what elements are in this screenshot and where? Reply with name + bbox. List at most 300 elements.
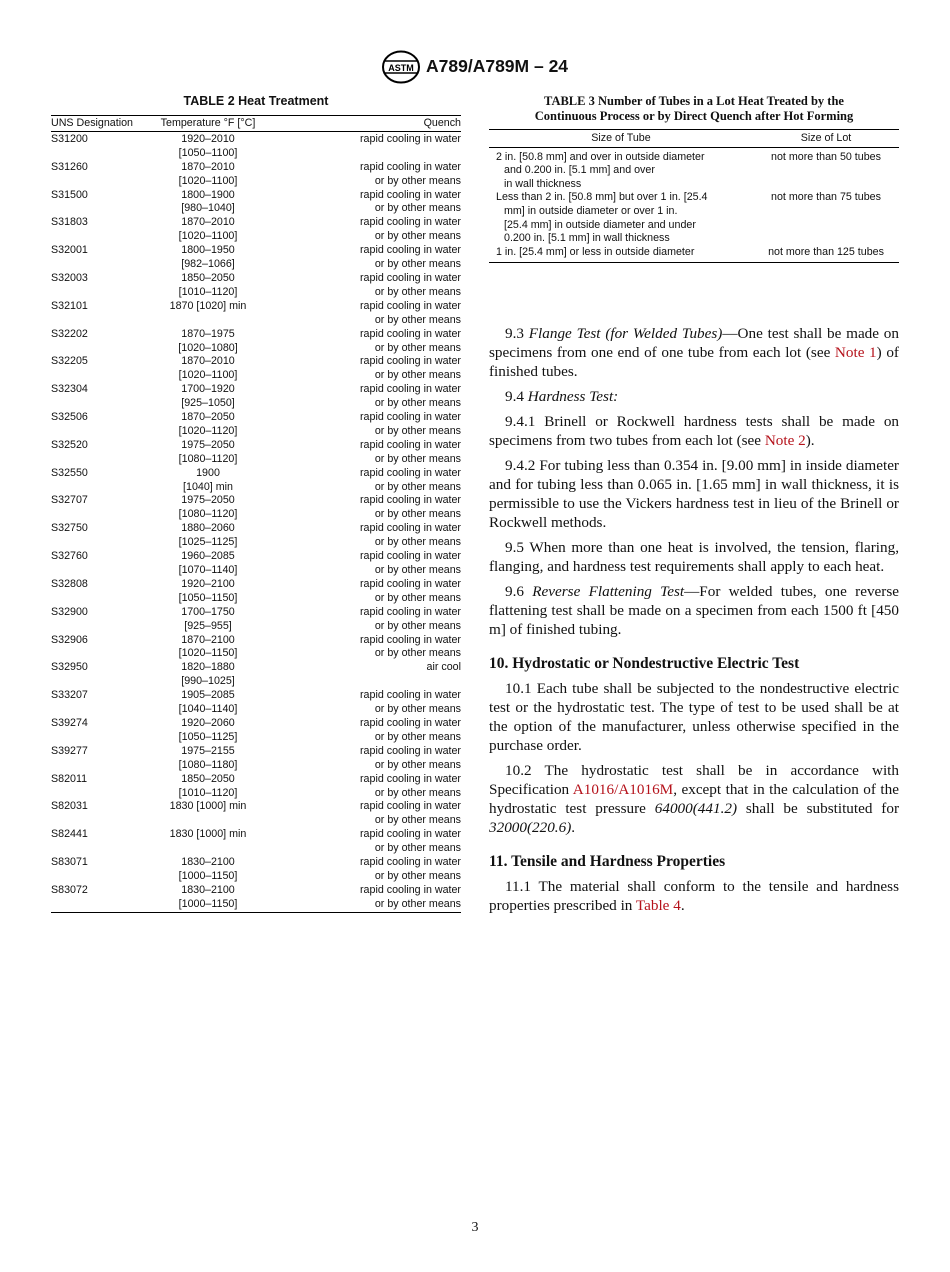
quench-line: rapid cooling in water: [360, 466, 461, 479]
paragraph-10-1: [489, 679, 899, 755]
temperature-line: [925–1050]: [181, 397, 235, 410]
temperature-cell: [155, 856, 261, 884]
temperature-line: 1820–1880: [181, 661, 235, 674]
quench-cell: [261, 216, 461, 244]
temperature-line: 1920–2060: [181, 716, 235, 729]
uns-designation-cell: S32506: [51, 411, 88, 424]
temperature-line: [1010–1120]: [178, 786, 238, 799]
page-number: 3: [471, 1220, 479, 1235]
uns-designation-cell: S32906: [51, 633, 88, 646]
table-row: [51, 578, 461, 606]
lot-size-cell: not more than 50 tubes: [771, 150, 881, 163]
temperature-line: [1025–1125]: [178, 536, 238, 549]
quench-line: rapid cooling in water: [360, 438, 461, 451]
table-row: [51, 216, 461, 244]
quench-line: or by other means: [374, 591, 461, 604]
section-10-heading: 10. Hydrostatic or Nondestructive Electric Test: [489, 655, 800, 672]
quench-line: rapid cooling in water: [360, 605, 461, 618]
uns-designation-cell: S32808: [51, 577, 88, 590]
temperature-cell: [155, 550, 261, 578]
document-id: A789/A789M – 24: [426, 56, 569, 76]
uns-designation-cell: S31500: [51, 188, 88, 201]
section-number: 9.4.1: [505, 413, 536, 430]
quench-cell: [261, 661, 461, 689]
paragraph-9-4-1: [489, 412, 899, 450]
uns-designation-cell: S32001: [51, 244, 88, 257]
temperature-cell: [155, 272, 261, 300]
table-row: [51, 439, 461, 467]
quench-cell: [261, 522, 461, 550]
uns-designation-cell: S32950: [51, 661, 88, 674]
temperature-line: 1800–1950: [181, 244, 235, 257]
table-row: [489, 246, 899, 263]
temperature-cell: [155, 216, 261, 244]
quench-cell: [261, 272, 461, 300]
temperature-line: [1020–1100]: [178, 230, 238, 243]
quench-line: or by other means: [374, 369, 461, 382]
temperature-cell: [155, 383, 261, 411]
quench-cell: [261, 550, 461, 578]
quench-cell: [261, 856, 461, 884]
quench-cell: [261, 606, 461, 634]
uns-designation-cell: S32304: [51, 383, 88, 396]
heat-treatment-table: [51, 115, 461, 913]
paragraph-text: For tubing less than 0.354 in. [9.00 mm] in inside diameter and for tubing less than 0.065 in. [1.65 mm] in wall thickness, it is permissible to use the Vickers hardness test in lieu of the Brinell or Rockwell methods.: [489, 457, 899, 531]
quench-line: rapid cooling in water: [360, 327, 461, 340]
temperature-line: 1830–2100: [181, 883, 235, 896]
tubes-per-lot-table: [489, 129, 899, 263]
uns-designation-cell: S32900: [51, 605, 88, 618]
temperature-line: 1905–2085: [181, 689, 235, 702]
temperature-cell: [155, 717, 261, 745]
temperature-line: 1870–2100: [181, 633, 235, 646]
uns-designation-cell: S82031: [51, 800, 88, 813]
table-row: [51, 884, 461, 912]
quench-line: or by other means: [374, 285, 461, 298]
table-row: [51, 411, 461, 439]
quench-cell: [261, 745, 461, 773]
paragraph-text: shall be substituted for: [737, 800, 900, 817]
quench-line: rapid cooling in water: [360, 355, 461, 368]
quench-cell: [261, 411, 461, 439]
temperature-cell: [155, 244, 261, 272]
quench-line: rapid cooling in water: [360, 160, 461, 173]
table-row: [51, 522, 461, 550]
temperature-line: [1070–1140]: [178, 564, 238, 576]
uns-designation-cell: S82441: [51, 828, 88, 841]
quench-line: rapid cooling in water: [360, 299, 461, 312]
uns-designation-cell: S39277: [51, 744, 88, 757]
table3-header-lot: Size of Lot: [753, 130, 899, 148]
paragraph-9-5: [489, 538, 899, 576]
section-number: 10.1: [505, 680, 532, 697]
astm-logo-icon: [381, 50, 421, 84]
a1016-spec-link[interactable]: A1016/A1016M: [572, 781, 674, 798]
temperature-line: [1040] min: [183, 480, 233, 493]
table2-header-quench: Quench: [261, 116, 461, 132]
table-row: [51, 328, 461, 356]
quench-line: or by other means: [374, 842, 461, 855]
quench-line: rapid cooling in water: [360, 800, 461, 813]
table-4-link[interactable]: Table 4: [635, 897, 681, 914]
quench-line: rapid cooling in water: [360, 383, 461, 396]
section-title: Hardness Test:: [527, 388, 619, 405]
tube-size-cell: [489, 147, 753, 191]
tube-size-cell: [489, 191, 753, 245]
paragraph-text: .: [680, 897, 685, 914]
uns-designation-cell: S83071: [51, 856, 88, 869]
quench-cell: [261, 189, 461, 217]
temperature-line: 1850–2050: [181, 271, 235, 284]
temperature-line: 1870–2010: [181, 216, 235, 229]
temperature-cell: [155, 411, 261, 439]
tube-size-line: and 0.200 in. [5.1 mm] and over: [504, 164, 655, 177]
table-row: [51, 467, 461, 495]
quench-line: or by other means: [374, 786, 461, 799]
temperature-line: [1000–1150]: [178, 897, 238, 910]
uns-designation-cell: S32550: [51, 466, 88, 479]
temperature-line: [1010–1120]: [178, 285, 238, 298]
paragraph-text: —For welded tubes, one reverse flattening test shall be made on a specimen from each 1500 ft [450 m] of finished tubing.: [489, 583, 899, 638]
table-row: [489, 147, 899, 191]
quench-line: rapid cooling in water: [360, 883, 461, 896]
section-title: Flange Test (for Welded Tubes): [528, 325, 723, 342]
table-row: [51, 244, 461, 272]
temperature-cell: [155, 884, 261, 912]
temperature-line: [1020–1100]: [178, 369, 238, 382]
temperature-cell: [155, 800, 261, 828]
temperature-line: 1870–2050: [181, 411, 235, 424]
tube-size-line: 2 in. [50.8 mm] and over in outside diameter: [496, 150, 705, 163]
section-number: 11.1: [505, 878, 532, 895]
quench-line: or by other means: [374, 619, 461, 632]
quench-line: rapid cooling in water: [360, 689, 461, 702]
section-number: 9.6: [505, 583, 524, 600]
temperature-line: 1900: [196, 466, 220, 479]
temperature-cell: [155, 328, 261, 356]
paragraph-text: The material shall conform to the tensile and hardness properties prescribed in: [489, 878, 899, 914]
table3-section: [489, 94, 899, 263]
temperature-line: 1870–1975: [181, 327, 235, 340]
table-row: [51, 745, 461, 773]
temperature-line: 1870–2010: [181, 355, 235, 368]
body-text: [489, 324, 899, 921]
temperature-line: [982–1066]: [181, 258, 235, 271]
quench-line: rapid cooling in water: [360, 132, 461, 145]
quench-cell: [261, 717, 461, 745]
temperature-line: 1975–2155: [181, 744, 235, 757]
quench-line: or by other means: [374, 536, 461, 549]
uns-designation-cell: S31803: [51, 216, 88, 229]
tube-size-line: in wall thickness: [504, 177, 582, 190]
quench-line: rapid cooling in water: [360, 772, 461, 785]
table-row: [51, 355, 461, 383]
temperature-line: 1975–2050: [181, 438, 235, 451]
table-row: [51, 773, 461, 801]
uns-designation-cell: S32205: [51, 355, 88, 368]
temperature-line: [1080–1120]: [178, 452, 238, 465]
table2-header-uns: UNS Designation: [51, 116, 155, 132]
quench-line: or by other means: [374, 230, 461, 243]
section-number: 9.5: [505, 539, 524, 556]
temperature-cell: [155, 131, 261, 160]
uns-designation-cell: S32750: [51, 522, 88, 535]
quench-line: rapid cooling in water: [360, 271, 461, 284]
table3-caption-line1: TABLE 3 Number of Tubes in a Lot Heat Treated by the: [544, 94, 844, 108]
temperature-cell: [155, 300, 261, 328]
note-1-link[interactable]: Note 1: [834, 344, 877, 361]
quench-cell: [261, 244, 461, 272]
quench-line: or by other means: [374, 424, 461, 437]
paragraph-9-4-2: [489, 456, 899, 532]
temperature-line: [1050–1100]: [178, 146, 238, 159]
paragraph-text: The hydrostatic test shall be in accordance with Specification: [489, 762, 899, 798]
table3-body: [489, 147, 899, 263]
temperature-line: [1080–1180]: [178, 758, 238, 771]
page-header: [0, 50, 950, 86]
table3-header-size: Size of Tube: [489, 130, 753, 148]
temperature-line: 1870–2010: [181, 160, 235, 173]
table-row: [51, 189, 461, 217]
paragraph-text: ) of finished tubes.: [489, 344, 899, 380]
table2-header-temperature: Temperature °F [°C]: [155, 116, 261, 132]
quench-line: or by other means: [374, 313, 461, 326]
temperature-line: [925–955]: [184, 619, 232, 632]
tube-size-line: 0.200 in. [5.1 mm] in wall thickness: [504, 232, 670, 245]
table-row: [51, 300, 461, 328]
uns-designation-cell: S31260: [51, 160, 88, 173]
temperature-line: 1920–2010: [181, 132, 235, 145]
temperature-line: 1850–2050: [181, 772, 235, 785]
quench-cell: [261, 467, 461, 495]
temperature-line: 1870 [1020] min: [169, 299, 247, 312]
quench-line: or by other means: [374, 508, 461, 521]
quench-line: or by other means: [374, 564, 461, 576]
table2-caption: TABLE 2 Heat Treatment: [183, 94, 329, 108]
temperature-line: [1020–1120]: [178, 424, 238, 437]
tube-size-cell: [489, 246, 753, 263]
paragraph-text: , except that in the calculation of the hydrostatic test pressure: [489, 781, 899, 817]
temperature-cell: [155, 467, 261, 495]
temperature-line: [990–1025]: [181, 675, 235, 688]
section-number: 9.4: [505, 388, 524, 405]
quench-line: or by other means: [374, 397, 461, 410]
temperature-cell: [155, 161, 261, 189]
tube-size-line: mm] in outside diameter or over 1 in.: [504, 204, 678, 217]
section-number: 10.2: [505, 762, 532, 779]
table-row: [51, 717, 461, 745]
uns-designation-cell: S32760: [51, 550, 88, 563]
tube-size-line: [25.4 mm] in outside diameter and under: [504, 218, 696, 231]
uns-designation-cell: S32520: [51, 438, 88, 451]
quench-line: rapid cooling in water: [360, 216, 461, 229]
quench-cell: [261, 328, 461, 356]
table-row: [489, 191, 899, 245]
uns-designation-cell: S39274: [51, 716, 88, 729]
section-number: 9.4.2: [505, 457, 536, 474]
table3-caption: [489, 94, 899, 124]
temperature-line: [1020–1100]: [178, 174, 238, 187]
temperature-line: [1080–1120]: [178, 508, 238, 521]
quench-cell: [261, 578, 461, 606]
paragraph-9-4: [489, 387, 899, 406]
quench-cell: [261, 689, 461, 717]
quench-cell: [261, 884, 461, 912]
paragraph-text: Each tube shall be subjected to the nondestructive electric test or the hydrostatic test. The type of test to be used shall be at the option of the manufacturer, unless otherwise specified in the purchase order.: [489, 680, 899, 754]
quench-line: rapid cooling in water: [360, 550, 461, 563]
table-row: [51, 272, 461, 300]
quench-line: or by other means: [374, 730, 461, 743]
pressure-formula: 64000(441.2): [654, 800, 738, 817]
temperature-line: [1020–1080]: [178, 341, 238, 354]
quench-line: rapid cooling in water: [360, 188, 461, 201]
tube-size-line: Less than 2 in. [50.8 mm] but over 1 in. [25.4: [496, 191, 708, 204]
quench-line: rapid cooling in water: [360, 577, 461, 590]
paragraph-9-6: [489, 582, 899, 639]
quench-line: or by other means: [374, 758, 461, 771]
quench-line: or by other means: [374, 202, 461, 215]
temperature-line: 1830 [1000] min: [169, 800, 247, 813]
temperature-cell: [155, 578, 261, 606]
paragraph-text: When more than one heat is involved, the tension, flaring, flanging, and hardness test requirements shall apply to each heat.: [489, 539, 899, 575]
quench-cell: [261, 439, 461, 467]
table-row: [51, 689, 461, 717]
quench-line: or by other means: [374, 174, 461, 187]
temperature-line: 1700–1920: [181, 383, 235, 396]
temperature-line: [1050–1150]: [178, 591, 238, 604]
quench-line: or by other means: [374, 480, 461, 493]
quench-line: rapid cooling in water: [360, 716, 461, 729]
temperature-line: [1050–1125]: [178, 730, 238, 743]
temperature-line: [1020–1150]: [178, 647, 238, 660]
temperature-cell: [155, 773, 261, 801]
uns-designation-cell: S32707: [51, 494, 88, 507]
temperature-line: 1830–2100: [181, 856, 235, 869]
temperature-cell: [155, 494, 261, 522]
temperature-line: [1040–1140]: [178, 703, 238, 716]
paragraph-11-1: [489, 877, 899, 915]
uns-designation-cell: S83072: [51, 883, 88, 896]
temperature-cell: [155, 355, 261, 383]
quench-cell: [261, 161, 461, 189]
paragraph-text: ).: [805, 432, 815, 449]
uns-designation-cell: S32101: [51, 299, 88, 312]
temperature-cell: [155, 439, 261, 467]
quench-cell: [261, 828, 461, 856]
table-row: [51, 634, 461, 662]
temperature-line: 1700–1750: [181, 605, 235, 618]
temperature-line: 1830 [1000] min: [169, 828, 247, 841]
temperature-line: 1975–2050: [181, 494, 235, 507]
quench-cell: [261, 383, 461, 411]
quench-cell: [261, 494, 461, 522]
quench-line: or by other means: [374, 814, 461, 827]
temperature-cell: [155, 745, 261, 773]
quench-line: or by other means: [374, 452, 461, 465]
paragraph-text: Brinell or Rockwell hardness tests shall be made on specimens from two tubes from each lot (see: [489, 413, 900, 449]
section-title: Reverse Flattening Test: [532, 583, 685, 600]
uns-designation-cell: S31200: [51, 132, 88, 145]
quench-cell: [261, 773, 461, 801]
temperature-cell: [155, 522, 261, 550]
uns-designation-cell: S32202: [51, 327, 88, 340]
uns-designation-cell: S33207: [51, 689, 88, 702]
paragraph-9-3: [489, 324, 899, 381]
temperature-cell: [155, 689, 261, 717]
temperature-line: 1920–2100: [181, 577, 235, 590]
quench-line: or by other means: [374, 703, 461, 716]
quench-line: or by other means: [374, 869, 461, 882]
table-row: [51, 828, 461, 856]
note-2-link[interactable]: Note 2: [764, 432, 806, 449]
quench-line: rapid cooling in water: [360, 411, 461, 424]
temperature-line: [980–1040]: [181, 202, 235, 215]
quench-cell: [261, 131, 461, 160]
temperature-cell: [155, 661, 261, 689]
quench-line: rapid cooling in water: [360, 494, 461, 507]
table-row: [51, 494, 461, 522]
quench-cell: [261, 300, 461, 328]
temperature-cell: [155, 606, 261, 634]
quench-line: rapid cooling in water: [360, 244, 461, 257]
section-11-heading: 11. Tensile and Hardness Properties: [489, 853, 726, 870]
temperature-line: 1960–2085: [181, 550, 235, 563]
paragraph-text: —One test shall be made on specimens from one end of one tube from each lot (see: [489, 325, 899, 361]
quench-line: rapid cooling in water: [360, 744, 461, 757]
pressure-formula: 32000(220.6): [489, 819, 572, 836]
temperature-line: 1880–2060: [181, 522, 235, 535]
paragraph-10-2: [489, 761, 899, 837]
table2-section: [51, 94, 461, 913]
quench-cell: [261, 800, 461, 828]
paragraph-text: .: [571, 819, 576, 836]
table-row: [51, 800, 461, 828]
table-row: [51, 856, 461, 884]
quench-line: rapid cooling in water: [360, 633, 461, 646]
quench-line: or by other means: [374, 341, 461, 354]
temperature-line: 1800–1900: [181, 188, 235, 201]
table-row: [51, 606, 461, 634]
quench-line: or by other means: [374, 258, 461, 271]
logo-text: ASTM: [388, 63, 414, 73]
temperature-cell: [155, 828, 261, 856]
quench-cell: [261, 634, 461, 662]
quench-line: or by other means: [374, 647, 461, 660]
tube-size-line: 1 in. [25.4 mm] or less in outside diameter: [496, 245, 695, 258]
quench-line: air cool: [426, 661, 461, 674]
quench-line: or by other means: [374, 897, 461, 910]
temperature-cell: [155, 634, 261, 662]
quench-line: rapid cooling in water: [360, 856, 461, 869]
uns-designation-cell: S32003: [51, 271, 88, 284]
table-row: [51, 161, 461, 189]
quench-line: rapid cooling in water: [360, 828, 461, 841]
table-row: [51, 661, 461, 689]
uns-designation-cell: S82011: [51, 772, 88, 785]
temperature-cell: [155, 189, 261, 217]
section-number: 9.3: [505, 325, 524, 342]
lot-size-cell: not more than 125 tubes: [768, 245, 884, 258]
temperature-line: [1000–1150]: [178, 869, 238, 882]
quench-cell: [261, 355, 461, 383]
quench-line: rapid cooling in water: [360, 522, 461, 535]
table2-body: [51, 131, 461, 912]
table-row: [51, 550, 461, 578]
table-row: [51, 131, 461, 160]
table3-caption-line2: Continuous Process or by Direct Quench after Hot Forming: [534, 109, 854, 123]
lot-size-cell: not more than 75 tubes: [771, 191, 881, 204]
table-row: [51, 383, 461, 411]
